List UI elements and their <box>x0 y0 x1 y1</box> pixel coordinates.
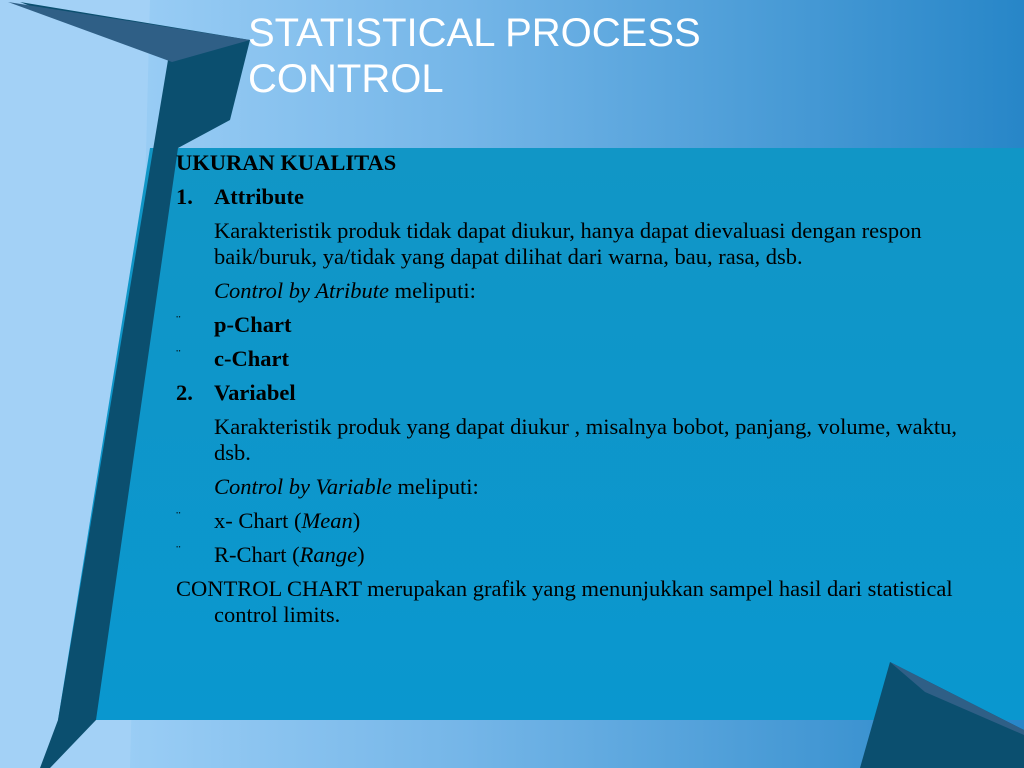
variabel-description: Karakteristik produk yang dapat diukur , misalnya bobot, panjang, volume, waktu, dsb. <box>214 414 957 465</box>
item-label: Attribute <box>214 184 304 209</box>
list-item-variabel <box>176 380 976 406</box>
bullet-pre: R-Chart ( <box>214 542 300 567</box>
bullet-icon: ¨ <box>176 348 181 363</box>
list-item-r-chart <box>176 542 976 568</box>
control-italic-text: Control by Atribute <box>214 278 390 303</box>
bullet-pre: x- Chart ( <box>214 508 302 533</box>
bullet-icon: ¨ <box>176 544 181 559</box>
list-item-p-chart <box>176 312 976 338</box>
slide-title <box>248 10 948 102</box>
item-label: Variabel <box>214 380 296 405</box>
bullet-italic: Range <box>299 542 358 567</box>
attribute-control-line <box>176 278 976 304</box>
control-italic-text: Control by Variable <box>214 474 392 499</box>
bullet-text <box>214 508 976 534</box>
control-rest-text: meliputi: <box>389 278 476 303</box>
attribute-description: Karakteristik produk tidak dapat diukur, hanya dapat dievaluasi dengan respon baik/buruk, ya/tidak yang dapat dilihat dari warna, bau, rasa, dsb. <box>214 218 922 269</box>
bullet-post: ) <box>357 542 365 567</box>
list-item-x-chart <box>176 508 976 534</box>
list-item-attribute <box>176 184 976 210</box>
slide-content <box>176 150 976 628</box>
title-line-2: CONTROL <box>248 57 444 101</box>
bullet-post: ) <box>352 508 361 533</box>
bullet-text: p-Chart <box>214 312 292 337</box>
list-item-c-chart <box>176 346 976 372</box>
variabel-control-line <box>176 474 976 500</box>
bullet-text <box>214 542 976 568</box>
item-number: 2. <box>176 380 193 405</box>
control-rest-text: meliputi: <box>391 474 479 499</box>
bullet-text: c-Chart <box>214 346 289 371</box>
closing-paragraph: CONTROL CHART merupakan grafik yang menunjukkan sampel hasil dari statistical control limits. <box>176 576 953 627</box>
title-line-1: STATISTICAL PROCESS <box>248 11 701 55</box>
item-number: 1. <box>176 184 193 209</box>
bullet-italic: Mean <box>301 508 353 533</box>
section-heading: UKURAN KUALITAS <box>176 150 397 175</box>
bullet-icon: ¨ <box>176 510 181 525</box>
bullet-icon: ¨ <box>176 314 181 329</box>
